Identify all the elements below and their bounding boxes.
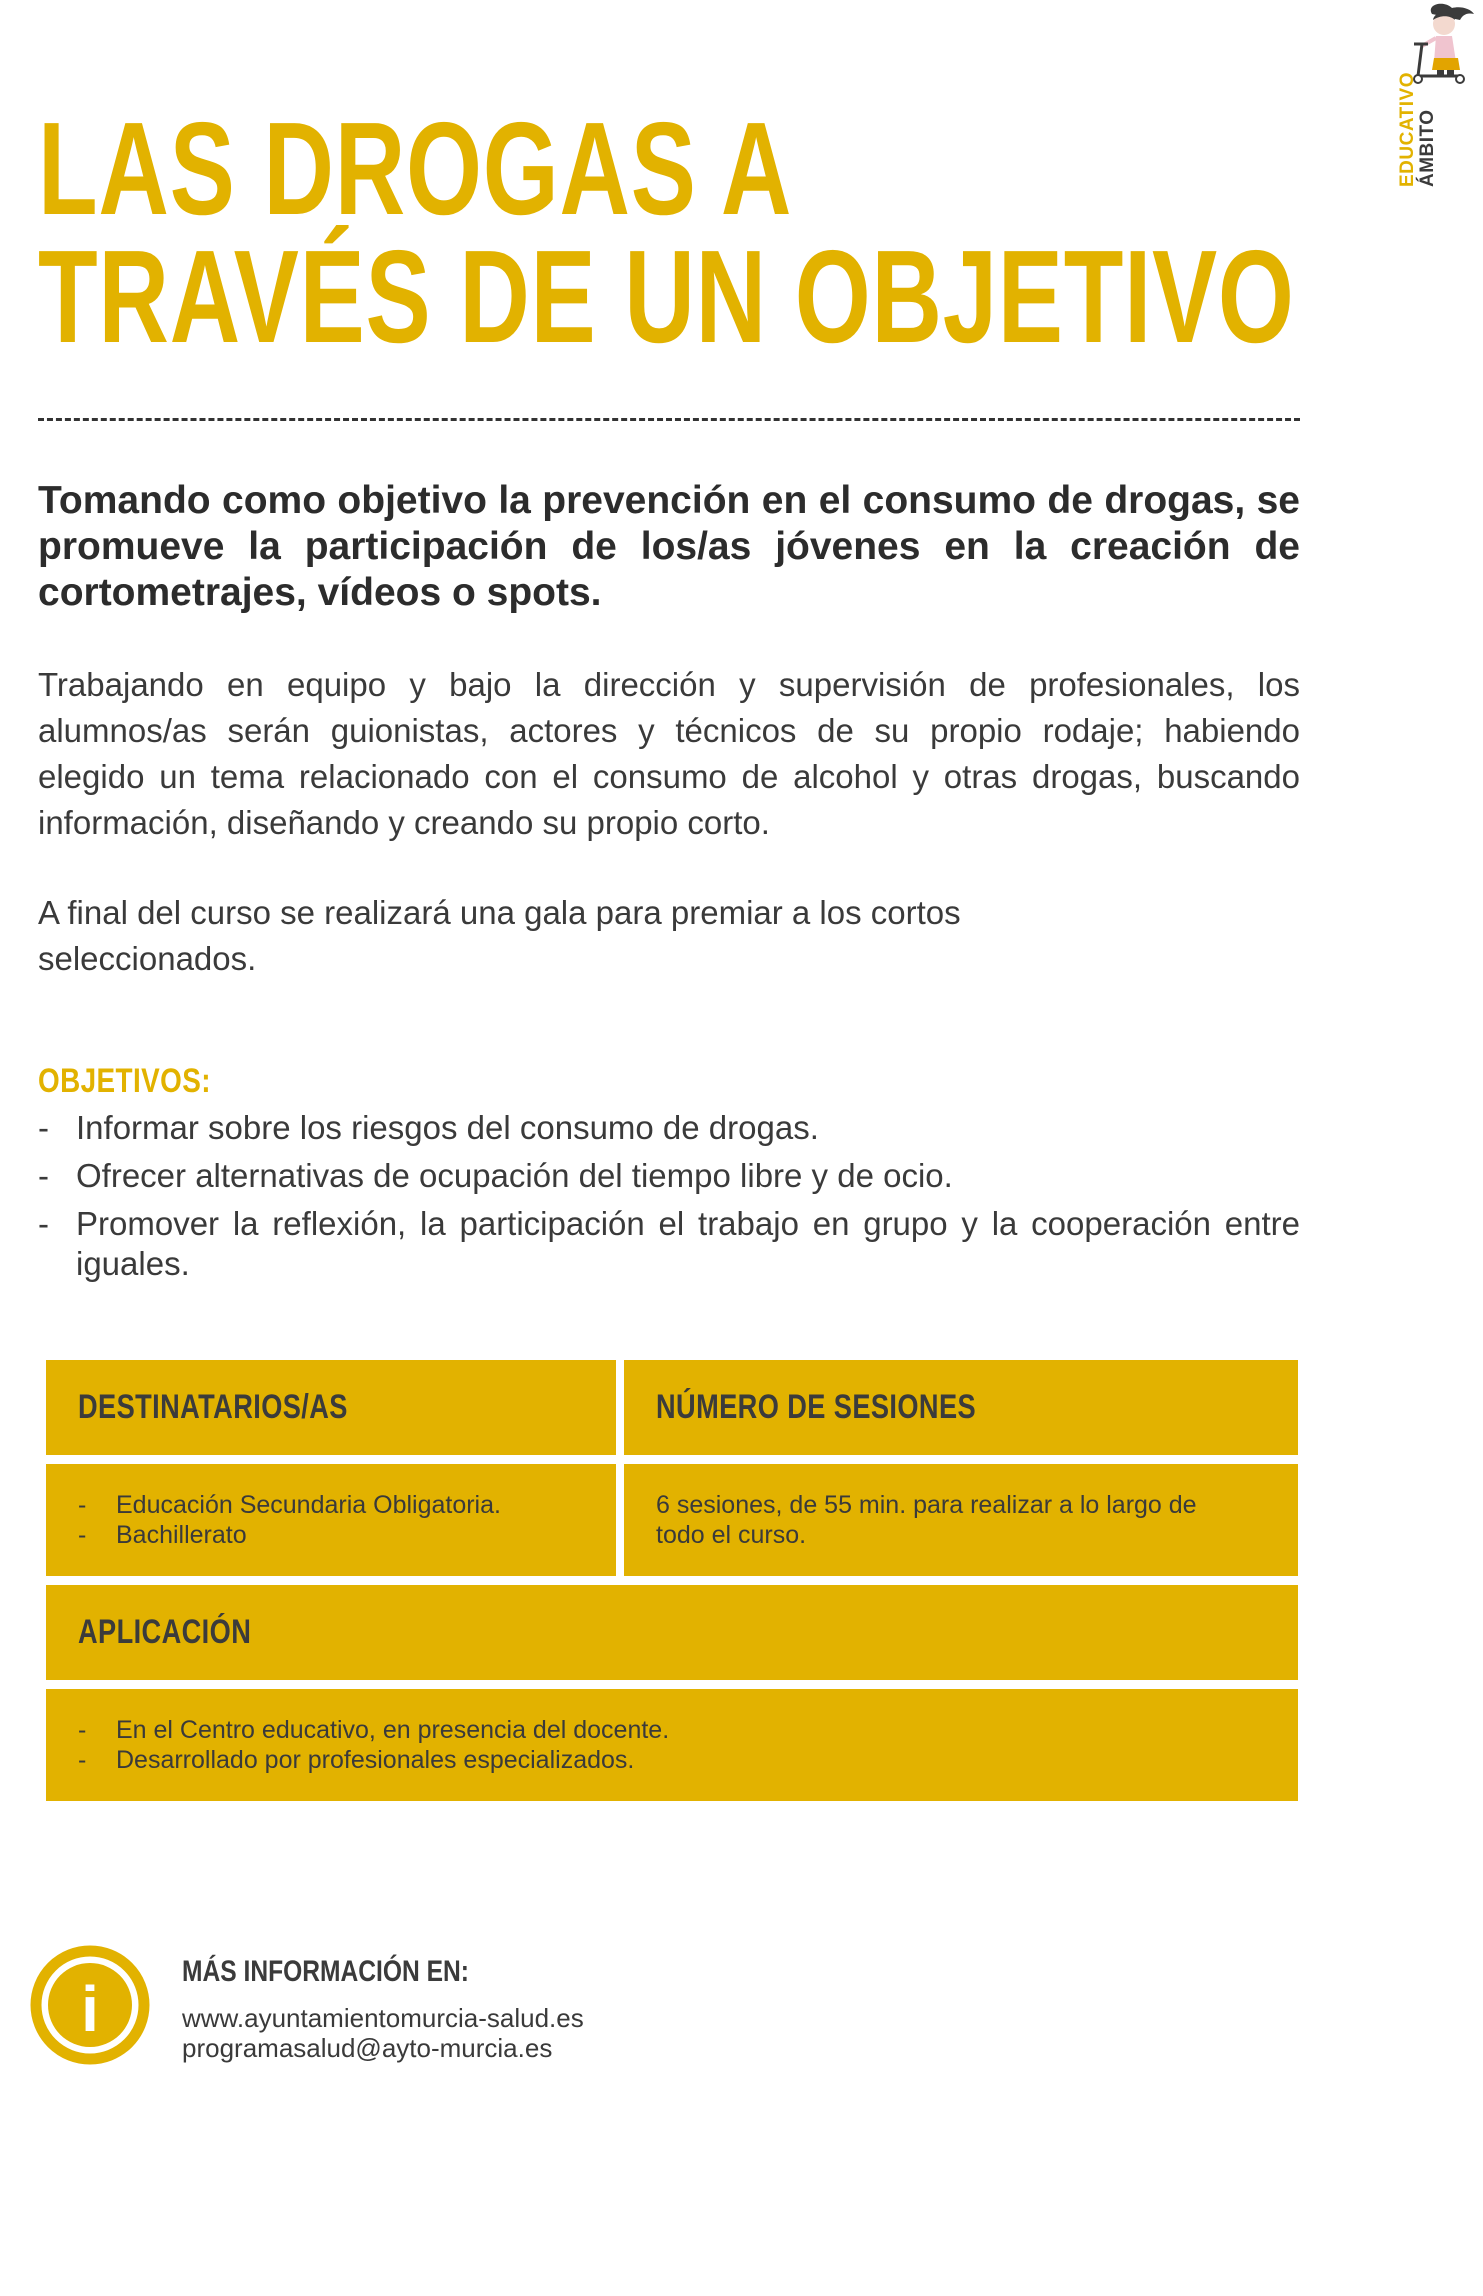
title-divider (38, 418, 1300, 421)
aplicacion-title: APLICACIÓN (78, 1613, 252, 1651)
aplicacion-text: En el Centro educativo, en presencia del docente. (116, 1716, 670, 1744)
list-item (78, 1715, 1258, 1745)
list-item (78, 1490, 598, 1520)
info-title: MÁS INFORMACIÓN EN: (182, 1955, 469, 1988)
body-paragraph-2: A final del curso se realizará una gala para premiar a los cortos seleccionados. (38, 894, 961, 977)
list-item (78, 1745, 1258, 1775)
info-icon (30, 1945, 150, 2065)
title-line-1: LAS DROGAS A (38, 95, 793, 242)
objective-text: Informar sobre los riesgos del consumo de drogas. (76, 1109, 819, 1146)
list-item (78, 1520, 598, 1550)
bullet-dash: - (78, 1746, 87, 1774)
list-item (38, 1204, 1300, 1284)
badge-line2: EDUCATIVO (1397, 72, 1418, 187)
bullet-dash: - (38, 1109, 49, 1146)
sesiones-text: 6 sesiones, de 55 min. para realizar a lo largo de todo el curso. (656, 1491, 1197, 1549)
sesiones-header (624, 1360, 1298, 1455)
website-link[interactable]: www.ayuntamientomurcia-salud.es (182, 2003, 584, 2033)
bullet-dash: - (78, 1521, 87, 1549)
info-icon-letter: i (81, 1973, 99, 2045)
objective-text: Promover la reflexión, la participación el trabajo en grupo y la cooperación entre iguales. (76, 1205, 1300, 1282)
badge-line1: ÁMBITO (1417, 109, 1438, 187)
destinatarios-title: DESTINATARIOS/AS (78, 1388, 348, 1426)
destinatario-text: Educación Secundaria Obligatoria. (116, 1491, 501, 1519)
aplicacion-header (46, 1585, 1298, 1680)
destinatarios-content (46, 1464, 616, 1576)
bullet-dash: - (38, 1157, 49, 1194)
objectives-title: OBJETIVOS: (38, 1062, 211, 1100)
destinatarios-header (46, 1360, 616, 1455)
bullet-dash: - (78, 1491, 87, 1519)
objectives-list (38, 1108, 1300, 1292)
sesiones-content (624, 1464, 1298, 1576)
lead-paragraph: Tomando como objetivo la prevención en el consumo de drogas, se promueve la participación de los/as jóvenes en la creación de cortometrajes, vídeos o spots. (38, 479, 1300, 614)
sesiones-title: NÚMERO DE SESIONES (656, 1388, 977, 1426)
list-item (38, 1108, 1300, 1148)
objective-text: Ofrecer alternativas de ocupación del tiempo libre y de ocio. (76, 1157, 953, 1194)
title-line-2: TRAVÉS DE UN OBJETIVO (38, 223, 1295, 370)
body-paragraph-1: Trabajando en equipo y bajo la dirección y supervisión de profesionales, los alumnos/as serán guionistas, actores y técnicos de su propio rodaje; habiendo elegido un tema relacionado con el consumo de alcohol y otras drogas, buscando información, diseñando y creando su propio corto. (38, 666, 1300, 841)
destinatario-text: Bachillerato (116, 1521, 247, 1549)
email-link[interactable]: programasalud@ayto-murcia.es (182, 2033, 553, 2063)
aplicacion-text: Desarrollado por profesionales especializados. (116, 1746, 635, 1774)
bullet-dash: - (78, 1716, 87, 1744)
page-title (38, 95, 1295, 370)
ambito-educativo-label (1397, 72, 1458, 187)
bullet-dash: - (38, 1205, 49, 1242)
list-item (38, 1156, 1300, 1196)
aplicacion-content (46, 1689, 1298, 1801)
